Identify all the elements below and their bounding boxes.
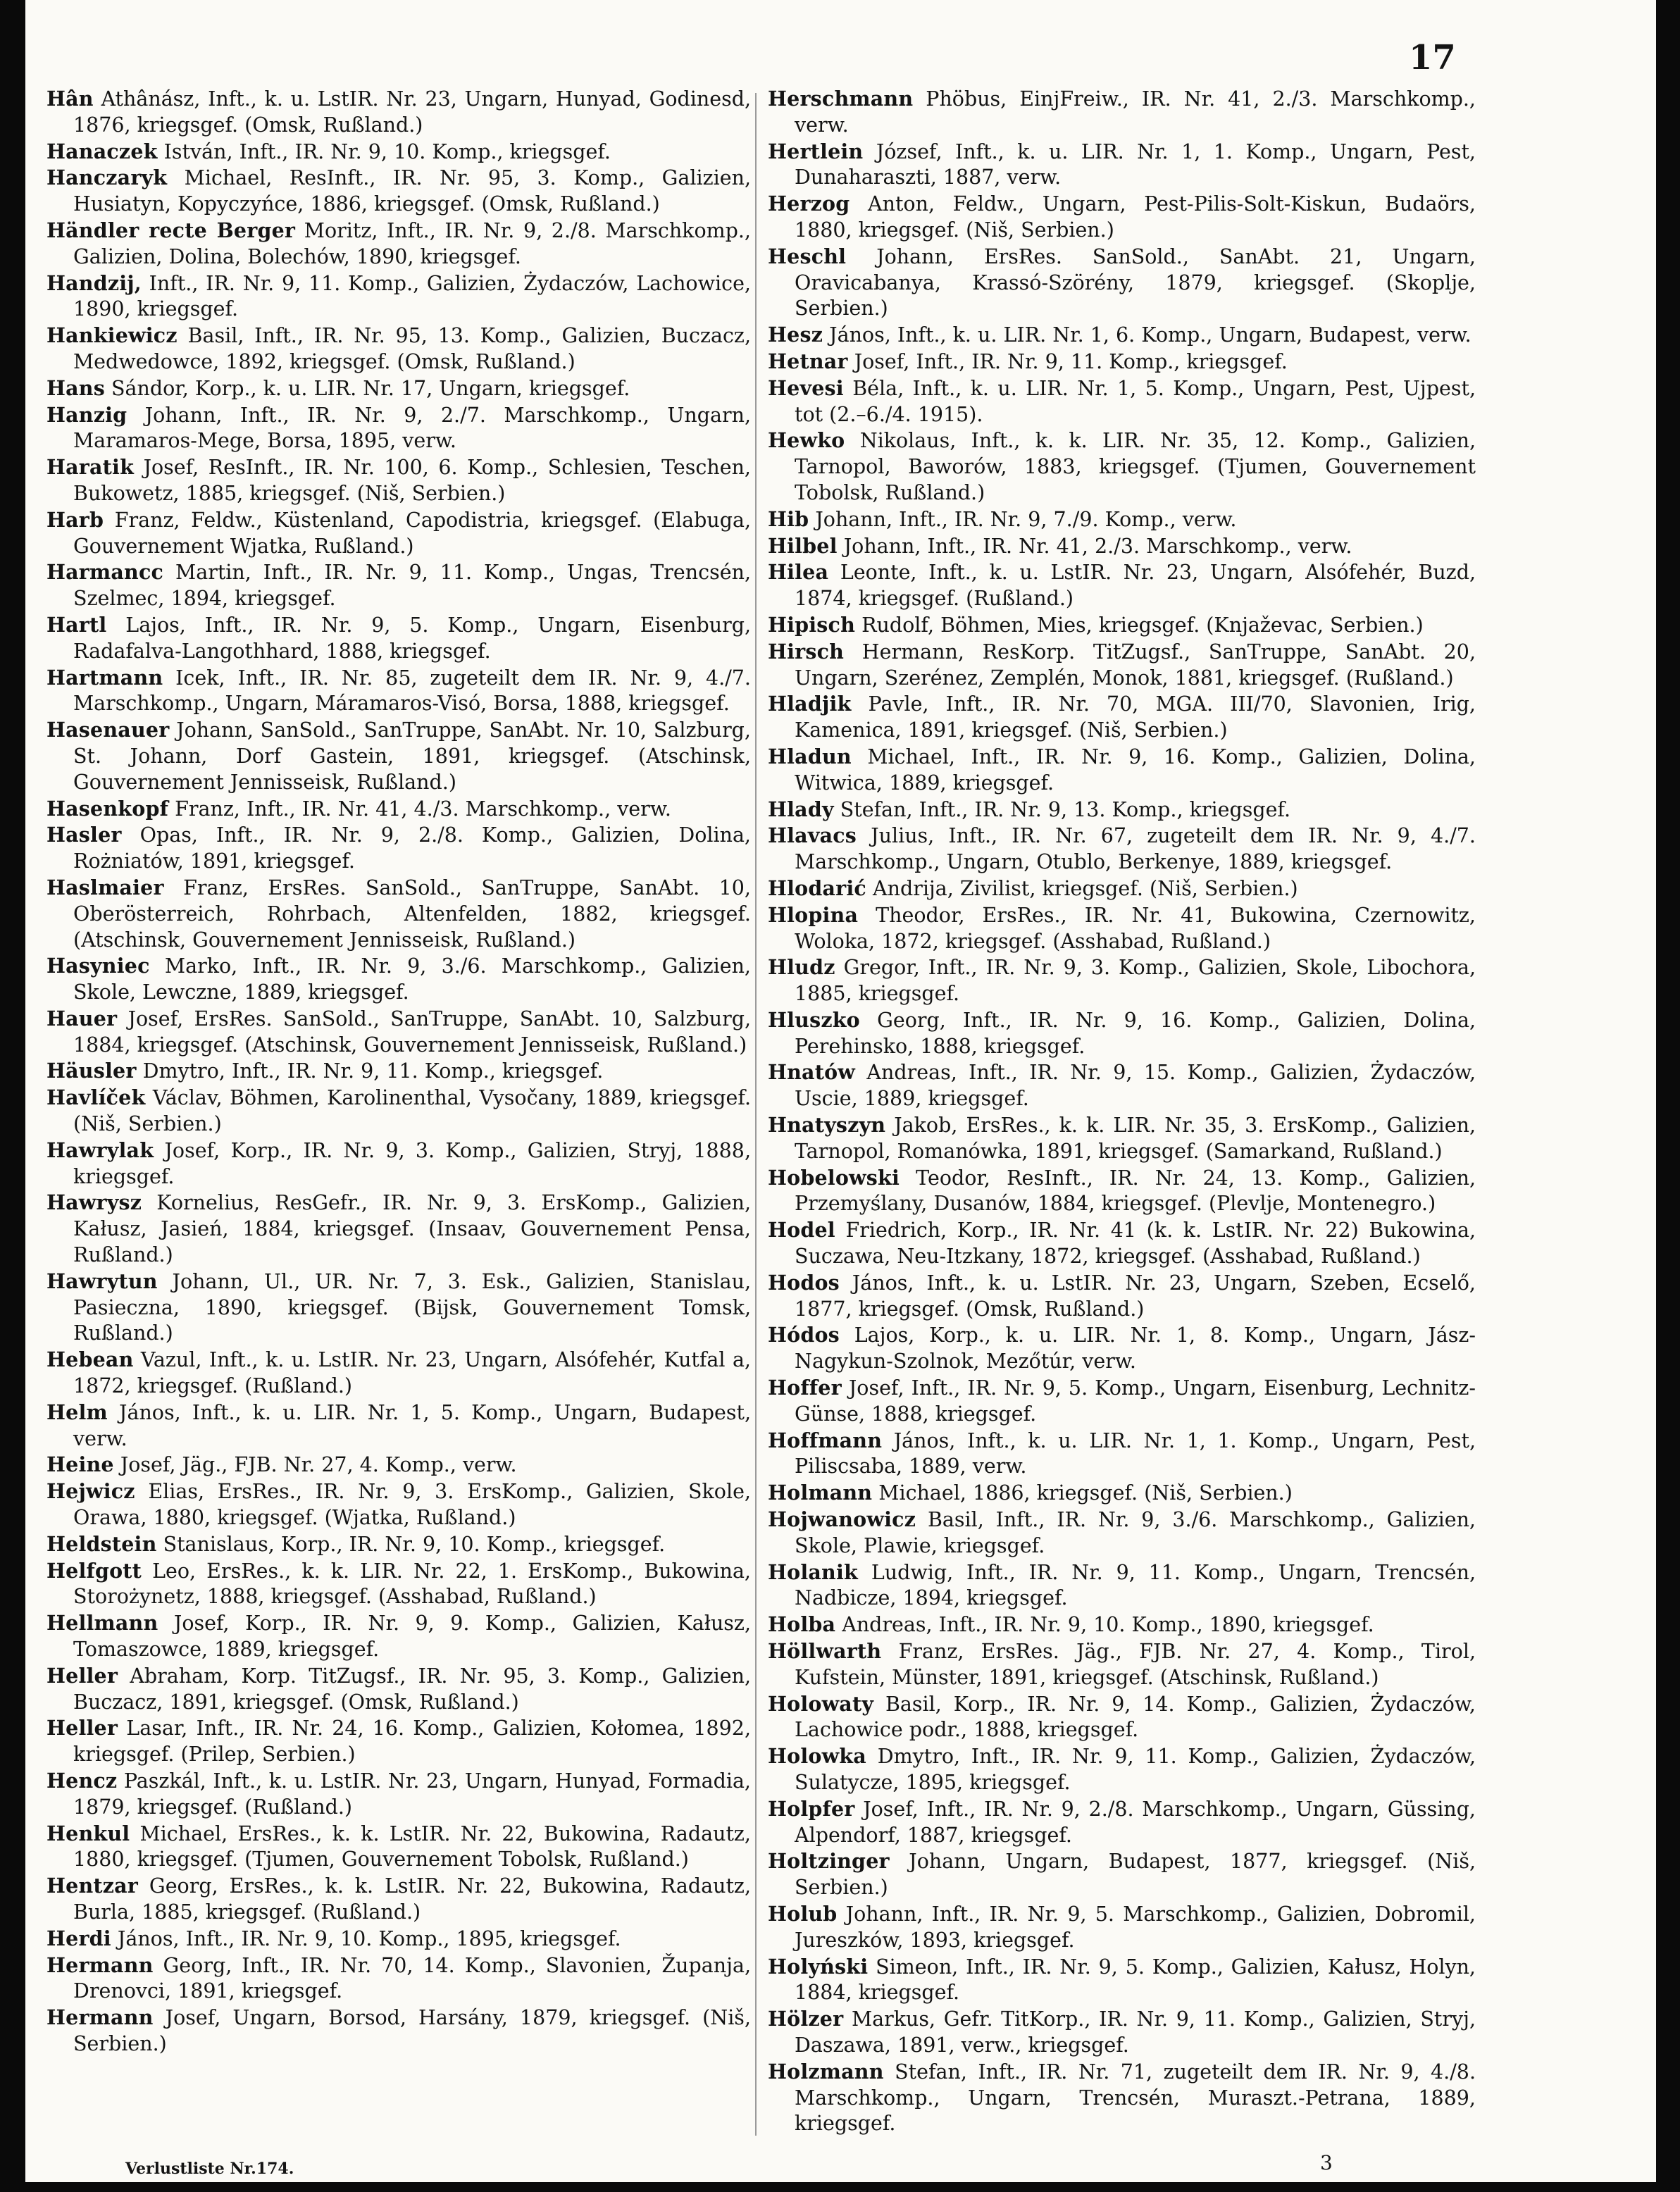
entry-surname: Höllwarth — [768, 1639, 882, 1664]
entry-surname: Hladun — [768, 744, 852, 768]
entry-surname: Hasenauer — [46, 718, 170, 742]
entry-details: Julius, Inft., IR. Nr. 67, zugeteilt dem IR. Nr. 9, 4./7. Marschkomp., Ungarn, Otublo, Berkenye, 1889, kriegsgef. — [795, 824, 1476, 874]
entry-details: Kornelius, ResGefr., IR. Nr. 9, 3. ErsKomp., Galizien, Kałusz, Jasień, 1884, kriegsgef. (Insaav, Gouvernement Pensa, Rußland.) — [73, 1191, 752, 1267]
entry-surname: Hermann — [46, 1953, 154, 1977]
entry-details: János, Inft., k. u. LIR. Nr. 1, 6. Komp., Ungarn, Budapest, verw. — [829, 323, 1471, 347]
entry-surname: Hobelowski — [768, 1165, 900, 1190]
entry-surname: Hentzar — [46, 1874, 139, 1898]
entry-surname: Hejwicz — [46, 1479, 135, 1504]
list-entry — [768, 639, 1476, 692]
entry-surname: Hilbel — [768, 533, 838, 558]
entry-details: Theodor, ErsRes., IR. Nr. 41, Bukowina, Czernowitz, Woloka, 1872, kriegsgef. (Asshabad, Rußland.) — [795, 903, 1476, 953]
entry-surname: Helfgott — [46, 1558, 142, 1583]
entry-surname: Henkul — [46, 1821, 130, 1845]
entry-surname: Hanczaryk — [46, 166, 168, 190]
list-entry — [768, 691, 1476, 744]
entry-surname: Hipisch — [768, 612, 856, 637]
entry-surname: Hevesi — [768, 375, 844, 400]
list-entry — [46, 822, 751, 875]
entry-surname: Hirsch — [768, 639, 845, 664]
list-entry — [768, 506, 1476, 533]
entry-surname: Hodos — [768, 1270, 840, 1295]
entry-surname: Hlady — [768, 797, 834, 821]
list-entry — [46, 402, 751, 455]
column-divider — [755, 93, 757, 2136]
entry-surname: Hib — [768, 506, 809, 531]
entry-details: Josef, Ungarn, Borsod, Harsány, 1879, kriegsgef. (Niš, Serbien.) — [73, 2006, 751, 2055]
entry-details: Stanislaus, Korp., IR. Nr. 9, 10. Komp., kriegsgef. — [163, 1532, 666, 1556]
list-entry — [46, 323, 751, 375]
entry-surname: Hasenkopf — [46, 796, 169, 821]
entry-details: János, Inft., IR. Nr. 9, 10. Komp., 1895, kriegsgef. — [117, 1926, 621, 1950]
list-entry — [768, 1559, 1476, 1612]
list-entry — [46, 1610, 751, 1663]
entry-surname: Hoffer — [768, 1376, 842, 1400]
list-entry — [768, 612, 1476, 639]
entry-details: Franz, ErsRes. SanSold., SanTruppe, SanAbt. 10, Oberösterreich, Rohrbach, Altenfelden, 1882, kriegsgef. (Atschinsk, Gouvernement Jennisseisk, Rußland.) — [73, 876, 751, 952]
entry-surname: Hlodarić — [768, 876, 866, 900]
entry-surname: Hellmann — [46, 1611, 158, 1636]
entry-details: Béla, Inft., k. u. LIR. Nr. 1, 5. Komp., Ungarn, Pest, Ujpest, tot (2.–6./4. 1915). — [795, 376, 1476, 426]
entry-surname: Hertlein — [768, 139, 864, 163]
entry-details: Johann, Inft., IR. Nr. 41, 2./3. Marschkomp., verw. — [843, 534, 1352, 558]
list-entry — [46, 1478, 751, 1531]
entry-surname: Holba — [768, 1612, 836, 1637]
entry-details: Paszkál, Inft., k. u. LstIR. Nr. 23, Ungarn, Hunyad, Formadia, 1879, kriegsgef. (Rußland.) — [73, 1769, 751, 1819]
list-entry — [46, 1821, 751, 1874]
entry-surname: Heller — [46, 1716, 118, 1740]
entry-surname: Holtzinger — [768, 1849, 890, 1874]
list-entry — [768, 322, 1476, 349]
entry-surname: Herzog — [768, 192, 850, 216]
entry-details: Franz, Feldw., Küstenland, Capodistria, kriegsgef. (Elabuga, Gouvernement Wjatka, Rußland.) — [73, 508, 752, 558]
list-entry — [46, 1400, 751, 1452]
list-entry — [46, 796, 751, 823]
list-entry — [46, 1873, 751, 1926]
entry-surname: Holpfer — [768, 1796, 855, 1821]
entry-details: Abraham, Korp. TitZugsf., IR. Nr. 95, 3. Komp., Galizien, Buczacz, 1891, kriegsgef. (Omsk, Rußland.) — [73, 1664, 751, 1714]
list-entry — [46, 1190, 751, 1268]
list-entry — [768, 1954, 1476, 2007]
entry-details: Franz, ErsRes. Jäg., FJB. Nr. 27, 4. Komp., Tirol, Kufstein, Münster, 1891, kriegsgef. (Atschinsk, Rußland.) — [795, 1640, 1476, 1689]
entry-details: Teodor, ResInft., IR. Nr. 24, 13. Komp., Galizien, Przemyślany, Dusanów, 1884, kriegsgef. (Plevlje, Montenegro.) — [795, 1166, 1476, 1216]
list-entry — [46, 1558, 751, 1611]
entry-details: Basil, Korp., IR. Nr. 9, 14. Komp., Galizien, Żydaczów, Lachowice podr., 1888, kriegsgef. — [795, 1692, 1476, 1742]
entry-details: Inft., IR. Nr. 9, 11. Komp., Galizien, Żydaczów, Lachowice, 1890, kriegsgef. — [73, 271, 751, 321]
list-entry — [46, 218, 751, 270]
scan-border-left — [0, 0, 25, 2192]
entry-details: Nikolaus, Inft., k. k. LIR. Nr. 35, 12. Komp., Galizien, Tarnopol, Baworów, 1883, kriegsgef. (Tjumen, Gouvernement Tobolsk, Rußland.) — [795, 429, 1476, 504]
list-entry — [768, 1165, 1476, 1218]
entry-details: István, Inft., IR. Nr. 9, 10. Komp., kriegsgef. — [163, 139, 611, 163]
page-number: 17 — [1409, 38, 1456, 77]
entry-details: Vazul, Inft., k. u. LstIR. Nr. 23, Ungarn, Alsófehér, Kutfal a, 1872, kriegsgef. (Rußland.) — [73, 1348, 751, 1398]
entry-surname: Hewko — [768, 428, 845, 453]
entry-details: Václav, Böhmen, Karolinenthal, Vysočany, 1889, kriegsgef. (Niš, Serbien.) — [73, 1086, 751, 1136]
entry-surname: Hölzer — [768, 2007, 844, 2031]
entry-details: Michael, 1886, kriegsgef. (Niš, Serbien.) — [878, 1481, 1293, 1505]
list-entry — [768, 86, 1476, 139]
entry-surname: Heschl — [768, 244, 847, 268]
entry-details: Johann, Ungarn, Budapest, 1877, kriegsgef. (Niš, Serbien.) — [795, 1850, 1476, 1900]
list-entry — [768, 876, 1476, 902]
list-entry — [46, 139, 751, 166]
entry-surname: Hasyniec — [46, 954, 150, 978]
list-entry — [768, 954, 1476, 1007]
list-entry — [46, 717, 751, 795]
footer-issue-label: Verlustliste Nr.174. — [125, 2160, 294, 2178]
entry-details: Phöbus, EinjFreiw., IR. Nr. 41, 2./3. Marschkomp., verw. — [795, 87, 1476, 137]
entry-surname: Hebean — [46, 1347, 134, 1372]
entry-details: Johann, SanSold., SanTruppe, SanAbt. Nr. 10, Salzburg, St. Johann, Dorf Gastein, 1891, kriegsgef. (Atschinsk, Gouvernement Jennisseisk, Rußland.) — [73, 718, 751, 794]
entry-details: Basil, Inft., IR. Nr. 95, 13. Komp., Galizien, Buczacz, Medwedowce, 1892, kriegsgef. (Omsk, Rußland.) — [73, 324, 751, 373]
entry-details: Stefan, Inft., IR. Nr. 71, zugeteilt dem IR. Nr. 9, 4./8. Marschkomp., Ungarn, Trencsén, Muraszt.-Petrana, 1889, kriegsgef. — [795, 2060, 1476, 2136]
entry-details: Moritz, Inft., IR. Nr. 9, 2./8. Marschkomp., Galizien, Dolina, Bolechów, 1890, kriegsgef. — [73, 218, 751, 268]
list-entry — [46, 454, 751, 507]
entry-details: Icek, Inft., IR. Nr. 85, zugeteilt dem IR. Nr. 9, 4./7. Marschkomp., Ungarn, Máramaros-Visó, Borsa, 1888, kriegsgef. — [73, 666, 751, 716]
right-column — [768, 86, 1476, 2137]
list-entry — [768, 1848, 1476, 1901]
entry-details: Johann, Ul., UR. Nr. 7, 3. Esk., Galizien, Stanislau, Pasieczna, 1890, kriegsgef. (Bijsk, Gouvernement Tomsk, Rußland.) — [73, 1269, 752, 1345]
list-entry — [46, 1531, 751, 1558]
list-entry — [768, 1375, 1476, 1428]
entry-details: Gregor, Inft., IR. Nr. 9, 3. Komp., Galizien, Skole, Libochora, 1885, kriegsgef. — [795, 956, 1476, 1006]
list-entry — [768, 1743, 1476, 1796]
entry-details: Lajos, Inft., IR. Nr. 9, 5. Komp., Ungarn, Eisenburg, Radafalva-Langothhard, 1888, kriegsgef. — [73, 613, 752, 663]
list-entry — [768, 428, 1476, 506]
entry-surname: Hluszko — [768, 1007, 860, 1032]
entry-details: János, Inft., k. u. LIR. Nr. 1, 1. Komp., Ungarn, Pest, Piliscsaba, 1889, verw. — [795, 1428, 1476, 1478]
entry-surname: Hesz — [768, 323, 823, 347]
list-entry — [768, 1428, 1476, 1481]
entry-details: Martin, Inft., IR. Nr. 9, 11. Komp., Ungas, Trencsén, Szelmec, 1894, kriegsgef. — [73, 561, 751, 611]
entry-details: Josef, Korp., IR. Nr. 9, 3. Komp., Galizien, Stryj, 1888, kriegsgef. — [73, 1138, 751, 1188]
list-entry — [768, 533, 1476, 560]
entry-details: Michael, Inft., IR. Nr. 9, 16. Komp., Galizien, Dolina, Witwica, 1889, kriegsgef. — [795, 745, 1476, 795]
entry-details: Friedrich, Korp., IR. Nr. 41 (k. k. LstIR. Nr. 22) Bukowina, Suczawa, Neu-Itzkany, 1872, kriegsgef. (Asshabad, Rußland.) — [795, 1219, 1476, 1269]
entry-details: Jakob, ErsRes., k. k. LIR. Nr. 35, 3. ErsKomp., Galizien, Tarnopol, Romanówka, 1891, kriegsgef. (Samarkand, Rußland.) — [795, 1114, 1476, 1163]
list-entry — [46, 875, 751, 953]
scan-border-bottom — [0, 2182, 1680, 2192]
list-entry — [768, 2059, 1476, 2137]
list-entry — [46, 1058, 751, 1085]
list-entry — [46, 1269, 751, 1347]
entry-surname: Holowka — [768, 1744, 866, 1769]
list-entry — [768, 1612, 1476, 1638]
list-entry — [46, 1768, 751, 1821]
list-entry — [46, 1926, 751, 1953]
entry-surname: Hódos — [768, 1323, 840, 1347]
list-entry — [46, 559, 751, 612]
entry-details: Dmytro, Inft., IR. Nr. 9, 11. Komp., Galizien, Żydaczów, Sulatycze, 1895, kriegsgef. — [795, 1745, 1476, 1794]
list-entry — [46, 270, 751, 323]
list-entry — [768, 1691, 1476, 1744]
list-entry — [768, 1007, 1476, 1060]
list-entry — [768, 1796, 1476, 1849]
entry-details: Simeon, Inft., IR. Nr. 9, 5. Komp., Galizien, Kałusz, Holyn, 1884, kriegsgef. — [795, 1955, 1476, 2005]
entry-details: Lasar, Inft., IR. Nr. 24, 16. Komp., Galizien, Kołomea, 1892, kriegsgef. (Prilep, Serbien.) — [73, 1717, 751, 1767]
entry-details: Josef, Korp., IR. Nr. 9, 9. Komp., Galizien, Kałusz, Tomaszowce, 1889, kriegsgef. — [73, 1612, 752, 1662]
entry-surname: Heine — [46, 1452, 114, 1477]
entry-details: Leo, ErsRes., k. k. LIR. Nr. 22, 1. ErsKomp., Bukowina, Storożynetz, 1888, kriegsgef. (Asshabad, Rußland.) — [73, 1559, 751, 1609]
entry-surname: Hojwanowicz — [768, 1507, 916, 1532]
list-entry — [46, 1085, 751, 1138]
entry-surname: Hawrysz — [46, 1190, 142, 1215]
scan-border-right — [1656, 0, 1680, 2192]
entry-surname: Holanik — [768, 1559, 858, 1584]
entry-surname: Hans — [46, 375, 105, 400]
entry-surname: Hân — [46, 87, 94, 111]
entry-details: Michael, ErsRes., k. k. LstIR. Nr. 22, Bukowina, Radautz, 1880, kriegsgef. (Tjumen, Gouvernement Tobolsk, Rußland.) — [73, 1822, 751, 1872]
entry-surname: Holzmann — [768, 2059, 884, 2084]
list-entry — [768, 1901, 1476, 1954]
entry-surname: Hanzig — [46, 402, 127, 427]
entry-surname: Herdi — [46, 1926, 111, 1950]
entry-surname: Hermann — [46, 2005, 154, 2030]
entry-details: Josef, Inft., IR. Nr. 9, 2./8. Marschkomp., Ungarn, Güssing, Alpendorf, 1887, kriegsgef. — [795, 1797, 1476, 1847]
entry-surname: Holyński — [768, 1954, 869, 1979]
left-column — [46, 86, 751, 2057]
list-entry — [768, 797, 1476, 823]
entry-details: Georg, Inft., IR. Nr. 9, 16. Komp., Galizien, Dolina, Perehinsko, 1888, kriegsgef. — [795, 1008, 1476, 1058]
entry-surname: Hankiewicz — [46, 323, 178, 348]
entry-surname: Hlavacs — [768, 823, 857, 848]
list-entry — [46, 1953, 751, 2005]
list-entry — [768, 823, 1476, 876]
list-entry — [46, 1715, 751, 1768]
entry-surname: Hilea — [768, 560, 829, 585]
entry-details: Hermann, ResKorp. TitZugsf., SanTruppe, SanAbt. 20, Ungarn, Szerénez, Zemplén, Monok, 1881, kriegsgef. (Rußland.) — [795, 640, 1476, 690]
list-entry — [768, 1059, 1476, 1112]
list-entry — [768, 1217, 1476, 1270]
list-entry — [46, 507, 751, 560]
list-entry — [46, 1006, 751, 1059]
entry-surname: Herschmann — [768, 87, 914, 111]
entry-surname: Hnatyszyn — [768, 1113, 886, 1138]
list-entry — [768, 139, 1476, 192]
entry-surname: Holowaty — [768, 1691, 874, 1716]
entry-surname: Hawrylak — [46, 1138, 154, 1162]
list-entry — [768, 375, 1476, 428]
entry-details: Franz, Inft., IR. Nr. 41, 4./3. Marschkomp., verw. — [175, 797, 671, 821]
entry-surname: Hartmann — [46, 665, 163, 690]
entry-surname: Haratik — [46, 455, 135, 480]
entry-surname: Havlíček — [46, 1085, 146, 1110]
entry-details: Markus, Gefr. TitKorp., IR. Nr. 9, 11. Komp., Galizien, Stryj, Daszawa, 1891, verw., kriegsgef. — [795, 2007, 1476, 2057]
list-entry — [46, 1452, 751, 1478]
entry-details: Georg, Inft., IR. Nr. 70, 14. Komp., Slavonien, Županja, Drenovci, 1891, kriegsgef. — [73, 1953, 751, 2003]
entry-details: János, Inft., k. u. LstIR. Nr. 23, Ungarn, Szeben, Ecselő, 1877, kriegsgef. (Omsk, Rußland.) — [795, 1271, 1476, 1321]
entry-details: Athânász, Inft., k. u. LstIR. Nr. 23, Ungarn, Hunyad, Godinesd, 1876, kriegsgef. (Omsk, Rußland.) — [73, 87, 752, 137]
entry-details: Josef, Inft., IR. Nr. 9, 11. Komp., kriegsgef. — [854, 349, 1288, 373]
entry-details: Andrija, Zivilist, kriegsgef. (Niš, Serbien.) — [873, 876, 1298, 900]
entry-details: Stefan, Inft., IR. Nr. 9, 13. Komp., kriegsgef. — [840, 797, 1291, 821]
entry-details: János, Inft., k. u. LIR. Nr. 1, 5. Komp., Ungarn, Budapest, verw. — [73, 1400, 752, 1450]
entry-details: Andreas, Inft., IR. Nr. 9, 10. Komp., 1890, kriegsgef. — [842, 1613, 1374, 1637]
entry-surname: Hetnar — [768, 349, 848, 373]
entry-details: Johann, Inft., IR. Nr. 9, 5. Marschkomp., Galizien, Dobromil, Jureszków, 1893, kriegsgef. — [795, 1902, 1476, 1952]
list-entry — [768, 1638, 1476, 1691]
list-entry — [46, 1663, 751, 1716]
entry-details: Andreas, Inft., IR. Nr. 9, 15. Komp., Galizien, Żydaczów, Uscie, 1889, kriegsgef. — [795, 1061, 1476, 1111]
list-entry — [46, 86, 751, 139]
entry-surname: Holmann — [768, 1481, 873, 1505]
entry-details: Josef, Inft., IR. Nr. 9, 5. Komp., Ungarn, Eisenburg, Lechnitz-Günse, 1888, kriegsgef. — [795, 1376, 1476, 1426]
entry-surname: Holub — [768, 1901, 838, 1926]
entry-details: Johann, Inft., IR. Nr. 9, 7./9. Komp., verw. — [815, 507, 1237, 531]
entry-surname: Hlopina — [768, 902, 859, 927]
list-entry — [768, 1112, 1476, 1165]
entry-details: Sándor, Korp., k. u. LIR. Nr. 17, Ungarn, kriegsgef. — [111, 376, 630, 400]
list-entry — [768, 349, 1476, 375]
list-entry — [46, 665, 751, 718]
entry-details: Michael, ResInft., IR. Nr. 95, 3. Komp., Galizien, Husiatyn, Kopyczyńce, 1886, kriegsgef. (Omsk, Rußland.) — [73, 166, 752, 216]
entry-surname: Hencz — [46, 1769, 118, 1793]
entry-details: Josef, ErsRes. SanSold., SanTruppe, SanAbt. 10, Salzburg, 1884, kriegsgef. (Atschinsk, Gouvernement Jennisseisk, Rußland.) — [73, 1007, 751, 1057]
entry-details: Ludwig, Inft., IR. Nr. 9, 11. Komp., Ungarn, Trencsén, Nadbicze, 1894, kriegsgef. — [795, 1560, 1476, 1610]
entry-surname: Hartl — [46, 612, 107, 637]
list-entry — [46, 165, 751, 218]
entry-details: József, Inft., k. u. LIR. Nr. 1, 1. Komp., Ungarn, Pest, Dunaharaszti, 1887, verw. — [795, 139, 1476, 189]
entry-details: Anton, Feldw., Ungarn, Pest-Pilis-Solt-Kiskun, Budaörs, 1880, kriegsgef. (Niš, Serbien.) — [795, 192, 1476, 242]
entry-details: Rudolf, Böhmen, Mies, kriegsgef. (Knjaževac, Serbien.) — [861, 613, 1424, 637]
entry-surname: Händler recte Berger — [46, 218, 296, 242]
entry-details: Elias, ErsRes., IR. Nr. 9, 3. ErsKomp., Galizien, Skole, Orawa, 1880, kriegsgef. (Wjatka, Rußland.) — [73, 1480, 751, 1530]
entry-surname: Hanaczek — [46, 139, 158, 163]
entry-surname: Hodel — [768, 1218, 835, 1243]
entry-surname: Hnatów — [768, 1060, 856, 1085]
entry-surname: Harb — [46, 507, 104, 532]
signature-mark: 3 — [1320, 2151, 1333, 2174]
list-entry — [768, 244, 1476, 322]
list-entry — [768, 1507, 1476, 1559]
list-entry — [768, 744, 1476, 797]
entry-details: Dmytro, Inft., IR. Nr. 9, 11. Komp., kriegsgef. — [142, 1059, 604, 1083]
entry-surname: Hawrytun — [46, 1269, 158, 1293]
entry-details: Josef, Jäg., FJB. Nr. 27, 4. Komp., verw. — [120, 1453, 517, 1477]
entry-details: Josef, ResInft., IR. Nr. 100, 6. Komp., Schlesien, Teschen, Bukowetz, 1885, kriegsgef. (Niš, Serbien.) — [73, 456, 751, 505]
list-entry — [768, 1480, 1476, 1507]
entry-surname: Haslmaier — [46, 875, 164, 899]
entry-details: Georg, ErsRes., k. k. LstIR. Nr. 22, Bukowina, Radautz, Burla, 1885, kriegsgef. (Rußland.) — [73, 1874, 752, 1924]
entry-surname: Handzij, — [46, 270, 142, 295]
list-entry — [46, 375, 751, 402]
entry-surname: Hladjik — [768, 692, 852, 716]
entry-surname: Häusler — [46, 1059, 137, 1083]
list-entry — [46, 1347, 751, 1400]
entry-details: Marko, Inft., IR. Nr. 9, 3./6. Marschkomp., Galizien, Skole, Lewczne, 1889, kriegsgef. — [73, 954, 751, 1004]
entry-details: Lajos, Korp., k. u. LIR. Nr. 1, 8. Komp., Ungarn, Jász-Nagykun-Szolnok, Mezőtúr, verw. — [795, 1324, 1476, 1374]
list-entry — [768, 902, 1476, 955]
list-entry — [768, 1322, 1476, 1375]
entry-details: Leonte, Inft., k. u. LstIR. Nr. 23, Ungarn, Alsófehér, Buzd, 1874, kriegsgef. (Rußland.) — [795, 561, 1476, 611]
entry-surname: Hludz — [768, 955, 835, 980]
list-entry — [46, 2005, 751, 2057]
entry-surname: Heldstein — [46, 1531, 157, 1556]
entry-surname: Helm — [46, 1400, 108, 1424]
list-entry — [768, 191, 1476, 244]
entry-surname: Hasler — [46, 823, 122, 847]
entry-details: Johann, Inft., IR. Nr. 9, 2./7. Marschkomp., Ungarn, Maramaros-Mege, Borsa, 1895, verw. — [73, 403, 752, 453]
entry-surname: Hoffmann — [768, 1428, 883, 1452]
entry-surname: Harmancc — [46, 560, 164, 585]
entry-surname: Heller — [46, 1663, 118, 1688]
entry-details: Pavle, Inft., IR. Nr. 70, MGA. III/70, Slavonien, Irig, Kamenica, 1891, kriegsgef. (Niš, Serbien.) — [795, 692, 1476, 742]
list-entry — [46, 953, 751, 1006]
list-entry — [768, 559, 1476, 612]
list-entry — [46, 612, 751, 665]
list-entry — [768, 2006, 1476, 2059]
list-entry — [46, 1138, 751, 1190]
entry-details: Basil, Inft., IR. Nr. 9, 3./6. Marschkomp., Galizien, Skole, Plawie, kriegsgef. — [795, 1508, 1476, 1557]
list-entry — [768, 1270, 1476, 1323]
entry-surname: Hauer — [46, 1006, 118, 1030]
entry-details: Opas, Inft., IR. Nr. 9, 2./8. Komp., Galizien, Dolina, Rożniatów, 1891, kriegsgef. — [73, 823, 751, 873]
entry-details: Johann, ErsRes. SanSold., SanAbt. 21, Ungarn, Oravicabanya, Krassó-Szörény, 1879, kriegsgef. (Skoplje, Serbien.) — [795, 244, 1476, 320]
